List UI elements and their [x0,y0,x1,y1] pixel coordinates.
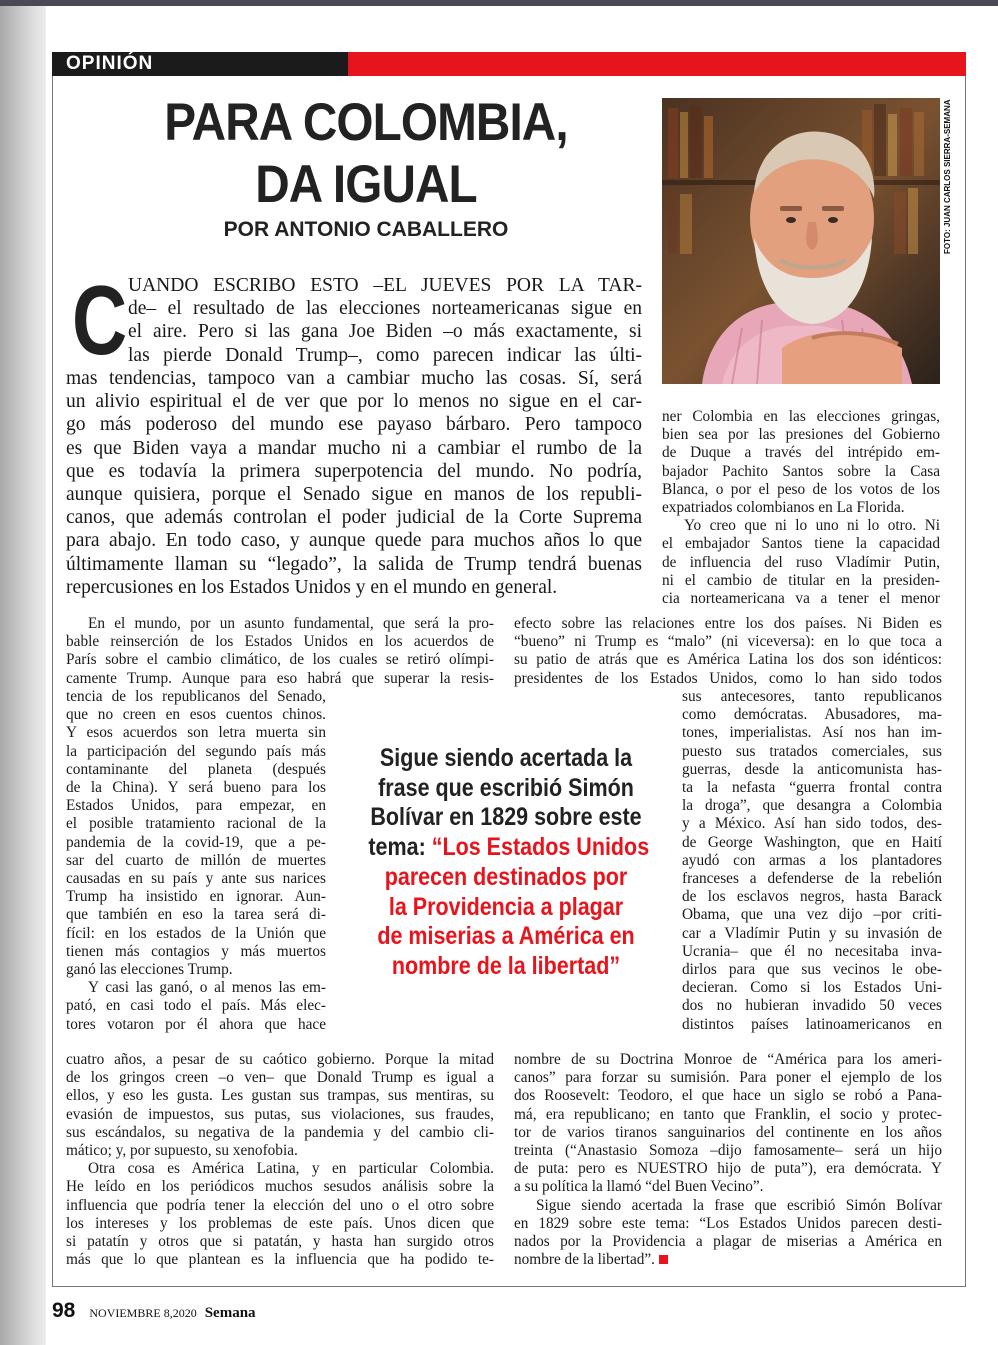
author-portrait-illustration [662,98,940,384]
body-line: causadas en su país y ante sus narices [66,870,326,888]
drop-cap-letter: C [72,265,128,375]
intro-line: aunque quisiera, porque el Senado sigue en manos de los republi- [66,484,642,506]
issue-date: NOVIEMBRE 8,2020 [89,1306,197,1320]
body-line: Trump ha insistido en ignorar. Aun- [66,888,326,906]
body-line: guerras, desde la anticomunista has- [682,760,942,778]
intro-line: mas tendencias, tampoco van a cambiar mucho las cosas. Sí, será [66,368,642,389]
section-header-bar [52,52,966,76]
body-line: de los gringos creen –o ven– que Donald Trump es igual a [66,1069,494,1087]
drop-cap [72,265,132,375]
body-line: sus antecesores, tanto republicanos [682,688,942,705]
body-line: ni el cambio de titular en la presiden- [662,571,940,589]
body-line: influencia que podría tener la elección del uno o el otro sobre [66,1196,494,1214]
end-mark-icon [659,1255,668,1264]
body-line: que también en eso la tarea será di- [66,906,326,924]
intro-line: canos, que además controlan el poder judicial de la Corte Suprema [66,507,642,529]
intro-line: es que Biden vaya a mandar mucho ni a cambiar el rumbo de la [66,437,642,459]
body-line: el embajador Santos tiene la capacidad [662,535,940,553]
right-column-top [662,408,940,608]
body-line: tores votaron por él ahora que hace [66,1015,326,1033]
body-line: que no creen en esos cuentos chinos. [66,706,326,724]
body-line: ner Colombia en las elecciones gringas, [662,408,940,425]
body-line: He leído en los periódicos muchos sesudos análisis sobre la [66,1178,494,1196]
body-line: Otra cosa es América Latina, y en particular Colombia. [88,1160,494,1178]
pull-quote-line: parecen destinados por [384,862,628,891]
body-line: de los esclavos negros, hasta Barack [682,888,942,906]
article-title [132,92,600,216]
intro-paragraph [128,274,642,367]
body-line: car a Vladímir Putin y su invasión de [682,924,942,942]
pull-quote-quote-start: “Los Estados Unidos [431,833,650,862]
body-line: y a México. Así han sido todos, des- [682,815,942,833]
body-line: como demócratas. Abusadores, ma- [682,706,942,724]
body-line: mático; y, por supuesto, su xenofobia. [66,1142,298,1160]
body-line: sus escándalos, su negativa de la pandemia y del cambio cli- [66,1123,494,1141]
body-line: ellos, y eso les gusta. Les gustan sus trampas, sus mentiras, su [66,1087,494,1105]
body-line: nombre de su Doctrina Monroe de “América para los ameri- [514,1051,942,1068]
body-line: de puta: pero es NUESTRO hijo de puta”), era demócrata. Y [514,1160,942,1178]
body-line: presidentes de los Estados Unidos, como lo han sido todos [514,669,942,687]
body-line: decieran. Como si los Estados Uni- [682,979,942,997]
body-line: de George Washington, que en Haití [682,833,942,851]
body-line-last [514,1251,942,1269]
body-line: cia norteamericana va a tener el menor [662,590,940,608]
body-line: de la China). Y será bueno para los [66,779,326,797]
body-line: efecto sobre las relaciones entre los dos países. Ni Biden es [514,615,942,632]
body-line: los intereses y los problemas de este país. Unos dicen que [66,1214,494,1232]
body-line: Sigue siendo acertada la frase que escribió Simón Bolívar [536,1196,942,1214]
page-footer [52,1299,256,1325]
pull-quote-line: Bolívar en 1829 sobre este [370,803,642,832]
body-line: distintos países latinoamericanos en [682,1015,942,1033]
body-line: evasión de impuestos, sus putas, sus violaciones, sus fraudes, [66,1105,494,1123]
pull-quote-line: la Providencia a plagar [388,892,624,921]
body-line: ganó las elecciones Trump. [66,961,233,979]
intro-line: de– el resultado de las elecciones norteamericanas sigue en [128,298,642,320]
body-line: de Duque a través del intrépido em- [662,444,940,462]
body-line: Blanca, o por el peso de los votos de los [662,480,940,498]
body-line: ta la nefasta “guerra frontal contra [682,779,942,797]
intro-line: el aire. Pero si las gana Joe Biden –o más exactamente, si [128,321,642,343]
body-line: Y casi las ganó, o al menos las em- [88,979,326,997]
author-photo [662,98,940,384]
pull-quote-lead: tema: [368,833,426,862]
body-line: “bueno” ni Trump es “malo” (ni viceversa): en lo que toca a [514,633,942,651]
magazine-name: Semana [204,1305,256,1321]
pull-quote-line: frase que escribió Simón [378,773,634,802]
body-line: camente Trump. Aunque para eso habrá que superar la resis- [66,669,494,687]
body-line: contaminante del planeta (después [66,760,326,778]
pull-quote-line: Sigue siendo acertada la [379,744,633,772]
body-line: su patio de atrás que es América Latina los dos son idénticos: [514,651,942,669]
body-line: bien sea por las presiones del Gobierno [662,426,940,444]
body-line: nados por la Providencia a plagar de miserias a América en [514,1233,942,1251]
intro-line: que es todavía la primera superpotencia del mundo. No podría, [66,460,642,482]
page-number: 98 [52,1299,76,1322]
title-line: DA IGUAL [255,155,477,214]
body-line: ayudó con armas a los plantadores [682,851,942,869]
body-line: dos no hubieran invadido 50 veces [682,997,942,1015]
right-column-bottom [514,1051,942,1269]
pull-quote [368,744,650,982]
body-line: dos Roosevelt: Teodoro, el que hace un siglo se robó a Pana- [514,1087,942,1105]
body-line: má, era republicano; en tanto que Franklin, el socio y protec- [514,1105,942,1123]
section-header-red [348,52,966,76]
body-line: cuatro años, a pesar de su caótico gobierno. Porque la mitad [66,1051,494,1068]
intro-line: repercusiones en los Estados Unidos y en el mundo en general. [66,576,558,598]
body-line: canos” para forzar su sumisión. Para poner el ejemplo de los [514,1069,942,1087]
body-line: expatriados colombianos en La Florida. [662,499,905,517]
pull-quote-line-mixed [368,833,650,863]
body-line: Estados Unidos, para empezar, en [66,797,326,815]
body-line: de influencia del ruso Vladímir Putin, [662,553,940,571]
body-line: más que lo que plantean es la influencia que ha podido te- [66,1251,494,1269]
body-line: Y esos acuerdos son letra muerta sin [66,724,326,742]
intro-line: las pierde Donald Trump–, como parecen indicar las últi- [128,344,642,366]
photo-credit: FOTO: JUAN CARLOS SIERRA-SEMANA [943,99,952,254]
body-line: la droga”, que desangra a Colombia [682,797,942,815]
right-column-narrow [682,688,942,1034]
body-line: sar del cuarto de millón de muertes [66,851,326,869]
pull-quote-line: de miserias a América en [377,922,635,951]
intro-line: UANDO ESCRIBO ESTO –EL JUEVES POR LA TAR- [128,275,642,296]
body-line: bable reinserción de los Estados Unidos en los acuerdos de [66,633,494,651]
body-line: treinta (“Anastasio Somoza –dijo famosamente– será un hijo [514,1142,942,1160]
intro-paragraph-full [66,367,642,599]
left-column-full [66,615,494,688]
pull-quote-line: nombre de la libertad” [391,951,621,980]
left-column-narrow [66,688,326,1034]
body-line: Obama, que una vez dijo –por criti- [682,906,942,924]
body-line: a su política la llamó “del Buen Vecino”. [514,1178,764,1196]
body-line: la participación del segundo país más [66,742,326,760]
body-line: tor de varios tiranos sanguinarios del continente en los años [514,1123,942,1141]
body-line: puesto sus tratados comerciales, sus [682,742,942,760]
left-column-bottom [66,1051,494,1269]
body-line: pató, en casi todo el país. Más elec- [66,997,326,1015]
magazine-page [46,6,998,1345]
body-line: franceses a defenderse de la rebelión [682,870,942,888]
body-line: En el mundo, por un asunto fundamental, que será la pro- [88,615,494,632]
intro-line: un alivio espiritual el de ver que por lo menos no sigue en el car- [66,391,642,413]
right-column-full [514,615,942,688]
page-gutter-shadow [0,6,46,1345]
section-label: OPINIÓN [66,53,154,74]
body-line: tencia de los republicanos del Senado, [66,688,326,705]
intro-line: para abajo. En todo caso, y aunque quede para muchos años lo que [66,530,642,552]
body-line: Ucrania– que él no necesitaba inva- [682,942,942,960]
body-line: bajador Pachito Santos sobre la Casa [662,462,940,480]
body-line: Yo creo que ni lo uno ni lo otro. Ni [684,517,940,535]
article-byline: POR ANTONIO CABALLERO [223,218,509,241]
body-line-text: nombre de la libertad”. [514,1251,656,1269]
body-line: en 1829 sobre este tema: “Los Estados Unidos parecen desti- [514,1214,942,1232]
intro-line: go más poderoso del mundo ese payaso bárbaro. Pero tampoco [66,414,642,436]
body-line: el posible tratamiento racional de la [66,815,326,833]
body-line: dirlos para que sus vecinos le obe- [682,961,942,979]
body-line: pandemia de la covid-19, que a pe- [66,833,326,851]
body-line: tienen más contagios y más muertos [66,942,326,960]
intro-line: últimamente llaman su “legado”, la salida de Trump tendrá buenas [66,553,642,575]
body-line: tones, imperialistas. Así nos han im- [682,724,942,742]
body-line: fícil: en los estados de la Unión que [66,924,326,942]
body-line: si patatín y otros que si patatán, y hasta han surgido otros [66,1233,494,1251]
body-line: París sobre el cambio climático, de los cuales se retiró olímpi- [66,651,494,669]
title-line: PARA COLOMBIA, [164,93,568,152]
